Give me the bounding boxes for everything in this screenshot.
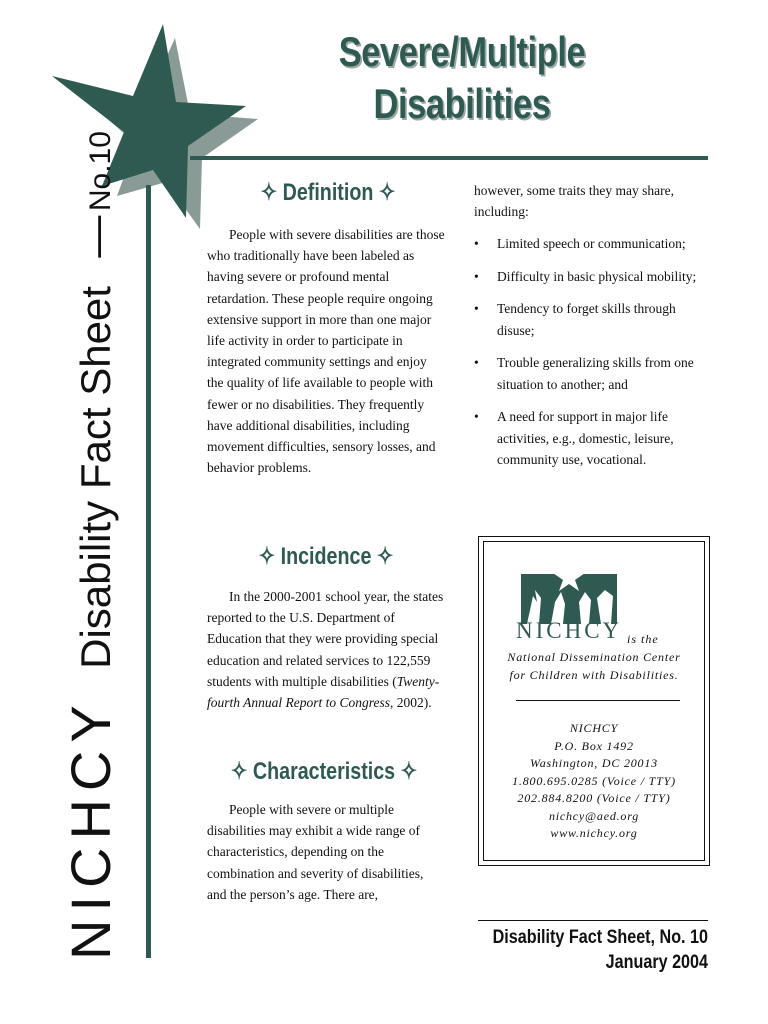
- definition-paragraph: People with severe disabilities are those who traditionally have been labeled as having severe or profound mental retardation. These people require ongoing extensive support in more than one major life activity in order to participate in integrated community settings and enjoy the quality of life available to people with fewer or no disabilities. They frequently have additional disabilities, including movement difficulties, sensory losses, and behavior problems.: [207, 227, 445, 476]
- contact-phone-1: 1.800.695.0285 (Voice / TTY): [512, 773, 676, 788]
- contact-email[interactable]: nichcy@aed.org: [548, 808, 640, 823]
- page-title-line2: Disabilities: [373, 80, 551, 127]
- contact-website[interactable]: www.nichcy.org: [550, 826, 638, 840]
- sparkle-icon: ✧: [258, 543, 276, 570]
- list-item: • Difficulty in basic physical mobility;: [474, 266, 714, 288]
- sparkle-icon: ✧: [376, 543, 394, 570]
- contact-org: NICHCY: [569, 721, 619, 735]
- footer-series: Disability Fact Sheet, No. 10: [492, 927, 708, 948]
- list-item: • A need for support in major life activities, e.g., domestic, leisure, community use, vocational.: [474, 406, 714, 471]
- page-title: [273, 26, 650, 130]
- incidence-heading: [244, 542, 408, 571]
- box-divider: [516, 700, 680, 701]
- center-tagline: [484, 648, 704, 684]
- sparkle-icon: ✧: [230, 758, 248, 785]
- logo-is-the: is the: [627, 632, 659, 646]
- list-item: • Limited speech or communication;: [474, 233, 714, 255]
- incidence-year: , 2002).: [390, 695, 432, 711]
- logo-wordmark: NICHCY: [516, 618, 623, 643]
- contact-po-box: P.O. Box 1492: [554, 738, 634, 753]
- definition-heading-text: Definition: [282, 179, 374, 206]
- header-rule: [190, 156, 708, 160]
- vertical-series-title: [58, 131, 123, 960]
- vertical-series-number: No.10: [84, 131, 117, 212]
- sparkle-icon: ✧: [378, 179, 396, 206]
- incidence-text: In the 2000-2001 school year, the states reported to the U.S. Department of Education that they were providing special education and related services to 122,559 students with multiple disabilities (: [207, 589, 444, 689]
- characteristics-paragraph: People with severe or multiple disabilities may exhibit a wide range of characteristics, depending on the combination and severity of disabilities, and the person’s age. There are,: [207, 802, 424, 902]
- footer: [480, 925, 708, 975]
- list-item: • Trouble generalizing skills from one situation to another; and: [474, 352, 714, 395]
- nichcy-info-box-inner: [483, 541, 705, 861]
- vertical-dash: —: [72, 215, 119, 258]
- tagline-line1: National Dissemination Center: [507, 650, 681, 664]
- incidence-paragraph: [207, 586, 445, 713]
- characteristics-heading: [230, 757, 419, 786]
- incidence-heading-text: Incidence: [280, 543, 372, 570]
- tagline-line2: for Children with Disabilities.: [509, 668, 679, 682]
- footer-date: January 2004: [605, 952, 708, 973]
- nichcy-info-box: [478, 536, 710, 866]
- sparkle-icon: ✧: [400, 758, 418, 785]
- contact-info: [484, 720, 704, 843]
- traits-list: [474, 233, 714, 482]
- vertical-series-name: Disability Fact Sheet: [72, 286, 119, 669]
- sparkle-icon: ✧: [260, 179, 278, 206]
- characteristics-heading-text: Characteristics: [252, 758, 396, 785]
- vertical-rule: [146, 185, 151, 958]
- contact-city: Washington, DC 20013: [530, 756, 658, 770]
- vertical-org-name: NICHCY: [59, 697, 122, 960]
- definition-heading: [246, 178, 410, 207]
- incidence-citation: Twenty-fourth Annual Report to Congress: [207, 673, 440, 711]
- contact-phone-2: 202.884.8200 (Voice / TTY): [517, 791, 671, 805]
- page-title-line1: Severe/Multiple: [338, 28, 586, 75]
- footer-rule: [478, 920, 708, 921]
- characteristics-continued: however, some traits they may share, including:: [474, 183, 675, 220]
- list-item: • Tendency to forget skills through disuse;: [474, 298, 714, 341]
